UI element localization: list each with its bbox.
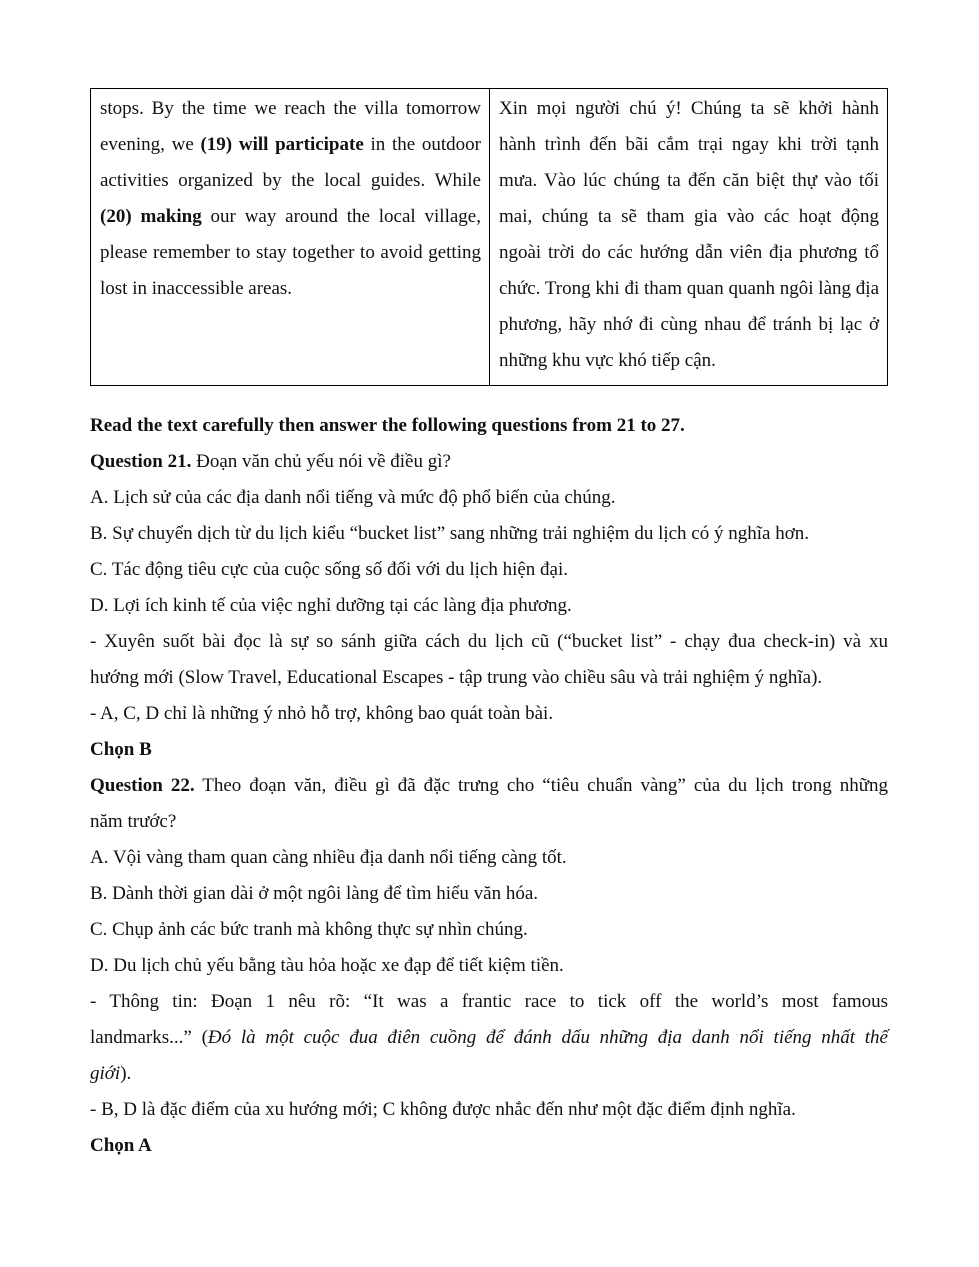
question-22-text-a: Theo đoạn văn, điều gì đã đặc trưng cho “tiêu chuẩn vàng” của du lịch trong những: [194, 775, 888, 796]
question-22: [90, 768, 888, 804]
q22-option-b: B. Dành thời gian dài ở một ngôi làng để tìm hiểu văn hóa.: [90, 883, 539, 904]
q22-explanation-2: - B, D là đặc điểm của xu hướng mới; C không được nhắc đến như một đặc điểm định nghĩa.: [90, 1099, 796, 1120]
english-text-3: our way around the local village, please remember to stay together to avoid getting lost in inaccessible areas.: [100, 206, 481, 299]
translation-table: [90, 88, 888, 386]
q22-answer: Chọn A: [90, 1135, 152, 1156]
english-cell: [91, 89, 490, 386]
q21-option-b: B. Sự chuyển dịch từ du lịch kiểu “bucket list” sang những trải nghiệm du lịch có ý nghĩa hơn.: [90, 523, 810, 544]
q21-option-c: C. Tác động tiêu cực của cuộc sống số đối với du lịch hiện đại.: [90, 559, 568, 580]
question-22-text-b: năm trước?: [90, 811, 177, 832]
q21-explanation-1a: - Xuyên suốt bài đọc là sự so sánh giữa cách du lịch cũ (“bucket list” - chạy đua check-in) và xu: [90, 631, 888, 652]
english-text-2: in the outdoor activities organized by the local guides. While: [100, 134, 481, 191]
q22-info-translation-b: giới: [90, 1063, 121, 1084]
q21-option-a: A. Lịch sử của các địa danh nổi tiếng và mức độ phổ biến của chúng.: [90, 487, 616, 508]
q21-answer: Chọn B: [90, 739, 152, 760]
q21-explanation-1b: hướng mới (Slow Travel, Educational Escapes - tập trung vào chiều sâu và trải nghiệm ý nghĩa).: [90, 667, 823, 688]
q21-option-d: D. Lợi ích kinh tế của việc nghỉ dưỡng tại các làng địa phương.: [90, 595, 572, 616]
question-22-label: Question 22.: [90, 775, 195, 796]
q22-info-translation-a: Đó là một cuộc đua điên cuồng để đánh dấu những địa danh nổi tiếng nhất thế: [207, 1027, 888, 1048]
q22-info-c: [90, 1056, 888, 1092]
question-content: [90, 408, 888, 1164]
english-bold-20: (20) making: [100, 206, 202, 227]
question-21-text: Đoạn văn chủ yếu nói về điều gì?: [191, 451, 451, 472]
q22-option-a: A. Vội vàng tham quan càng nhiều địa danh nổi tiếng càng tốt.: [90, 847, 567, 868]
instruction: Read the text carefully then answer the following questions from 21 to 27.: [90, 415, 685, 436]
q22-option-d: D. Du lịch chủ yếu bằng tàu hỏa hoặc xe đạp để tiết kiệm tiền.: [90, 955, 564, 976]
q22-info-b: [90, 1020, 888, 1056]
question-21: [90, 444, 888, 480]
english-text-1: stops. By the time we reach the villa tomorrow evening, we: [100, 98, 481, 155]
vietnamese-text: Xin mọi người chú ý! Chúng ta sẽ khởi hành hành trình đến bãi cắm trại ngay khi trời tạnh mưa. Vào lúc chúng ta đến căn biệt thự vào tối mai, chúng ta sẽ tham gia vào các hoạt động ngoài trời do các hướng dẫn viên địa phương tổ chức. Trong khi đi tham quan quanh ngôi làng địa phương, hãy nhớ đi cùng nhau để tránh bị lạc ở những khu vực khó tiếp cận.: [499, 98, 879, 371]
q22-info-a: - Thông tin: Đoạn 1 nêu rõ: “It was a frantic race to tick off the world’s most famous: [90, 991, 888, 1012]
vietnamese-cell: [490, 89, 888, 386]
question-21-label: Question 21.: [90, 451, 192, 472]
q22-info-quote-end: landmarks...” (: [90, 1027, 208, 1048]
q21-explanation-2: - A, C, D chỉ là những ý nhỏ hỗ trợ, không bao quát toàn bài.: [90, 703, 554, 724]
q22-info-close: ).: [120, 1063, 132, 1084]
english-bold-19: (19) will participate: [200, 134, 364, 155]
q22-option-c: C. Chụp ảnh các bức tranh mà không thực sự nhìn chúng.: [90, 919, 528, 940]
